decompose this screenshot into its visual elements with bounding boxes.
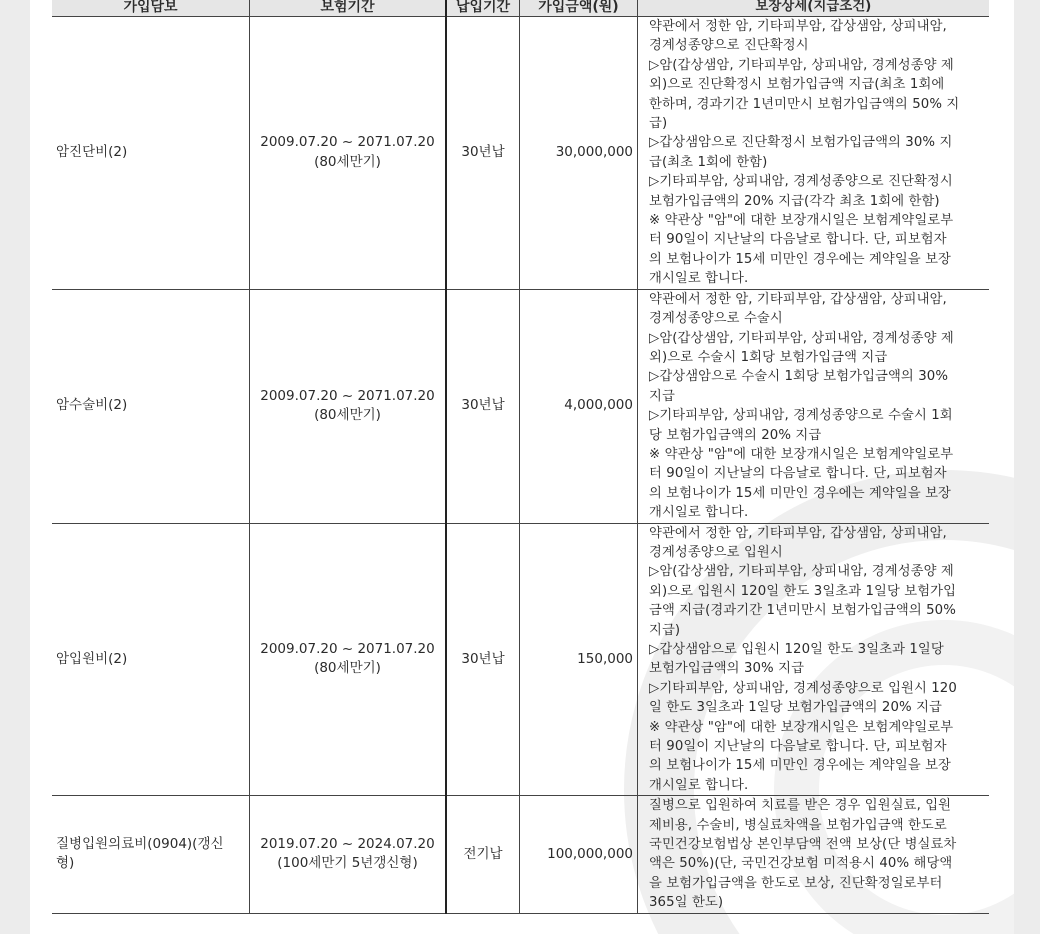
detail-line: 개시일로 합니다. xyxy=(649,271,749,287)
period-dates: 2009.07.20 ~ 2071.07.20 xyxy=(260,134,435,151)
detail-line: 약관에서 정한 암, 기타피부암, 갑상샘암, 상피내암, xyxy=(649,19,947,34)
detail-line: 개시일로 합니다. xyxy=(649,505,749,521)
detail-line: 제비용, 수술비, 병실료차액을 보험가입금액 한도로 xyxy=(649,817,947,833)
detail-line: ▷갑상샘암으로 진단확정시 보험가입금액의 30% 지 xyxy=(649,135,953,151)
coverage-name: 암수술비(2) xyxy=(52,289,250,523)
coverage-name: 암진단비(2) xyxy=(52,17,250,290)
coverage-name-line: 형) xyxy=(56,855,75,872)
detail-line: 금액 지급(경과기간 1년미만시 보험가입금액의 50% xyxy=(649,603,956,619)
detail-line: ▷암(갑상샘암, 기타피부암, 상피내암, 경계성종양 제 xyxy=(649,57,954,73)
table-row xyxy=(52,796,989,913)
detail-line: 외)으로 진단확정시 보험가입금액 지급(최초 1회에 xyxy=(649,77,945,93)
detail-line: 국민건강보험법상 본인부담액 전액 보상(단 병실료차 xyxy=(649,837,957,853)
detail-line: 개시일로 합니다. xyxy=(649,777,749,793)
detail-line: ▷기타피부암, 상피내암, 경계성종양으로 진단확정시 xyxy=(649,174,953,190)
coverage-detail xyxy=(638,523,990,796)
period-maturity: (80세만기) xyxy=(314,407,381,424)
payment-period: 30년납 xyxy=(446,289,520,523)
detail-line: 경계성종양으로 수술시 xyxy=(649,311,783,327)
detail-line: ▷암(갑상샘암, 기타피부암, 상피내암, 경계성종양 제 xyxy=(649,564,954,580)
insurance-period xyxy=(250,523,447,796)
detail-line: 경계성종양으로 진단확정시 xyxy=(649,38,809,54)
table-header-row xyxy=(52,0,989,17)
detail-line: ※ 약관상 "암"에 대한 보장개시일은 보험계약일로부 xyxy=(649,446,954,462)
insurance-period xyxy=(250,17,447,290)
coverage-name-line: 질병입원의료비(0904)(갱신 xyxy=(56,836,224,853)
coverage-amount: 4,000,000 xyxy=(520,289,638,523)
coverage-table xyxy=(52,0,989,914)
detail-line: 외)으로 입원시 120일 한도 3일초과 1일당 보험가입 xyxy=(649,583,957,599)
detail-line: ▷갑상샘암으로 수술시 1회당 보험가입금액의 30% xyxy=(649,369,949,385)
coverage-detail xyxy=(638,289,990,523)
coverage-detail xyxy=(638,796,990,913)
insurance-period xyxy=(250,289,447,523)
header-detail: 보장상세(지급조건) xyxy=(638,0,990,17)
detail-line: 365일 한도) xyxy=(649,895,724,911)
document-page xyxy=(30,0,1014,934)
detail-line: 질병으로 입원하여 치료를 받은 경우 입원실료, 입원 xyxy=(649,798,952,814)
detail-line: 을 보험가입금액을 한도로 보상, 진단확정일로부터 xyxy=(649,875,943,891)
period-maturity: (100세만기 5년갱신형) xyxy=(277,855,418,872)
detail-line: 보험가입금액의 30% 지급 xyxy=(649,661,805,677)
period-maturity: (80세만기) xyxy=(314,153,381,170)
coverage-detail xyxy=(638,17,990,290)
table-row xyxy=(52,289,989,523)
header-coverage: 가입담보 xyxy=(52,0,250,17)
period-dates: 2009.07.20 ~ 2071.07.20 xyxy=(260,387,435,404)
detail-line: ▷암(갑상샘암, 기타피부암, 상피내암, 경계성종양 제 xyxy=(649,330,954,346)
header-amount: 가입금액(원) xyxy=(520,0,638,17)
detail-line: 액은 50%)(단, 국민건강보험 미적용시 40% 해당액 xyxy=(649,856,953,872)
coverage-amount: 100,000,000 xyxy=(520,796,638,913)
detail-line: ※ 약관상 "암"에 대한 보장개시일은 보험계약일로부 xyxy=(649,719,954,735)
header-payment-period: 납입기간 xyxy=(446,0,520,17)
detail-line: 약관에서 정한 암, 기타피부암, 갑상샘암, 상피내암, xyxy=(649,291,947,307)
detail-line: 터 90일이 지난날의 다음날로 합니다. 단, 피보험자 xyxy=(649,466,947,482)
detail-line: 당 보험가입금액의 20% 지급 xyxy=(649,427,822,443)
detail-line: 급(최초 1회에 한함) xyxy=(649,154,768,170)
detail-line: ▷갑상샘암으로 입원시 120일 한도 3일초과 1일당 xyxy=(649,642,944,657)
detail-line: 외)으로 수술시 1회당 보험가입금액 지급 xyxy=(649,349,888,365)
detail-line: 약관에서 정한 암, 기타피부암, 갑상샘암, 상피내암, xyxy=(649,525,947,541)
coverage-amount: 30,000,000 xyxy=(520,17,638,290)
detail-line: 지급 xyxy=(649,388,675,404)
detail-line: 의 보험나이가 15세 미만인 경우에는 계약일을 보장 xyxy=(649,758,951,774)
period-dates: 2009.07.20 ~ 2071.07.20 xyxy=(260,641,435,657)
detail-line: 일 한도 3일초과 1일당 보험가입금액의 20% 지급 xyxy=(649,700,942,716)
insurance-period xyxy=(250,796,447,913)
detail-line: 터 90일이 지난날의 다음날로 합니다. 단, 피보험자 xyxy=(649,232,947,248)
payment-period: 30년납 xyxy=(446,523,520,796)
detail-line: 지급) xyxy=(649,622,681,638)
payment-period: 전기납 xyxy=(446,796,520,913)
detail-line: 경계성종양으로 입원시 xyxy=(649,544,783,560)
detail-line: ※ 약관상 "암"에 대한 보장개시일은 보험계약일로부 xyxy=(649,213,954,229)
detail-line: ▷기타피부암, 상피내암, 경계성종양으로 입원시 120 xyxy=(649,680,957,696)
header-insurance-period: 보험기간 xyxy=(250,0,447,17)
detail-line: 한하며, 경과기간 1년미만시 보험가입금액의 50% 지 xyxy=(649,96,960,112)
period-dates: 2019.07.20 ~ 2024.07.20 xyxy=(260,836,435,853)
coverage-amount: 150,000 xyxy=(520,523,638,796)
period-maturity: (80세만기) xyxy=(314,660,381,677)
detail-line: 보험가입금액의 20% 지급(각각 최초 1회에 한함) xyxy=(649,193,940,209)
detail-line: 급) xyxy=(649,116,668,132)
detail-line: 터 90일이 지난날의 다음날로 합니다. 단, 피보험자 xyxy=(649,739,947,755)
coverage-name xyxy=(52,796,250,913)
detail-line: 의 보험나이가 15세 미만인 경우에는 계약일을 보장 xyxy=(649,251,951,267)
detail-line: 의 보험나이가 15세 미만인 경우에는 계약일을 보장 xyxy=(649,485,951,501)
payment-period: 30년납 xyxy=(446,17,520,290)
coverage-name: 암입원비(2) xyxy=(52,523,250,796)
detail-line: ▷기타피부암, 상피내암, 경계성종양으로 수술시 1회 xyxy=(649,408,953,424)
table-row xyxy=(52,523,989,796)
table-row xyxy=(52,17,989,290)
